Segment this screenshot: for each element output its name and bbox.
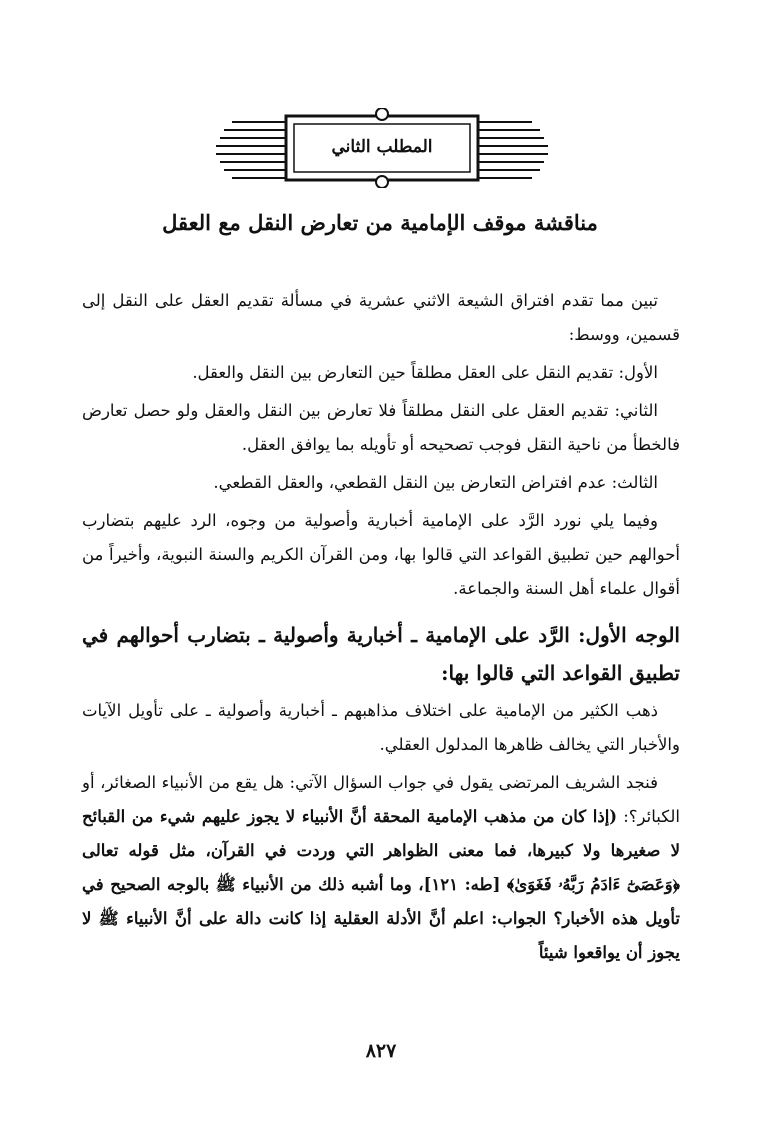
section-title: مناقشة موقف الإمامية من تعارض النقل مع العقل: [162, 210, 598, 235]
paragraph: وفيما يلي نورد الرَّد على الإمامية أخبارية وأصولية من وجوه، الرد عليهم بتضارب أحوالهم حين تطبيق القواعد التي قالوا بها، ومن القرآن الكريم والسنة النبوية، وأخيراً من أقوال علماء أهل السنة والجماعة.: [82, 511, 680, 598]
paragraph: تبين مما تقدم افتراق الشيعة الاثني عشرية في مسألة تقديم العقل على النقل إلى قسمين، ووسط:: [82, 291, 680, 344]
section-heading-ornament: [214, 108, 550, 188]
subheading: الوجه الأول: الرَّد على الإمامية ـ أخبارية وأصولية ـ بتضارب أحوالهم في تطبيق القواعد التي قالوا بها:: [82, 623, 680, 685]
quoted-text: (إذا كان من مذهب الإمامية المحقة أنَّ الأنبياء لا يجوز عليهم شيء من القبائح لا صغيرها ولا كبيرها، فما معنى الظواهر التي وردت في القرآن، مثل قوله تعالى ﴿وَعَصَىٰٓ ءَادَمُ رَبَّهُۥ فَغَوَىٰ﴾ [طه: ١٢١]، وما أشبه ذلك من الأنبياء ﷺ بالوجه الصحيح في تأويل هذه الأخبار؟ الجواب: اعلم أنَّ الأدلة العقلية إذا كانت دالة على أنَّ الأنبياء ﷺ لا يجوز أن يواقعوا شيئاً: [82, 807, 680, 962]
page-number: ٨٢٧: [365, 1040, 397, 1062]
paragraph: ذهب الكثير من الإمامية على اختلاف مذاهبهم ـ أخبارية وأصولية ـ على تأويل الآيات والأخبار التي يخالف ظاهرها المدلول العقلي.: [82, 701, 680, 754]
paragraph-lead: فنجد الشريف المرتضى يقول في جواب السؤال الآتي: هل يقع من الأنبياء الصغائر، أو الكبائر؟:: [82, 773, 680, 826]
paragraph: الثالث: عدم افتراض التعارض بين النقل القطعي، والعقل القطعي.: [213, 473, 658, 492]
heading-box-label: المطلب الثاني: [331, 137, 433, 157]
paragraph: الأول: تقديم النقل على العقل مطلقاً حين التعارض بين النقل والعقل.: [192, 363, 658, 382]
body-text: [82, 284, 680, 974]
paragraph-with-quote: [82, 766, 680, 970]
paragraph: الثاني: تقديم العقل على النقل مطلقاً فلا تعارض بين النقل والعقل ولو حصل تعارض فالخطأ من ناحية النقل فوجب تصحيحه أو تأويله بما يوافق العقل.: [82, 401, 680, 454]
